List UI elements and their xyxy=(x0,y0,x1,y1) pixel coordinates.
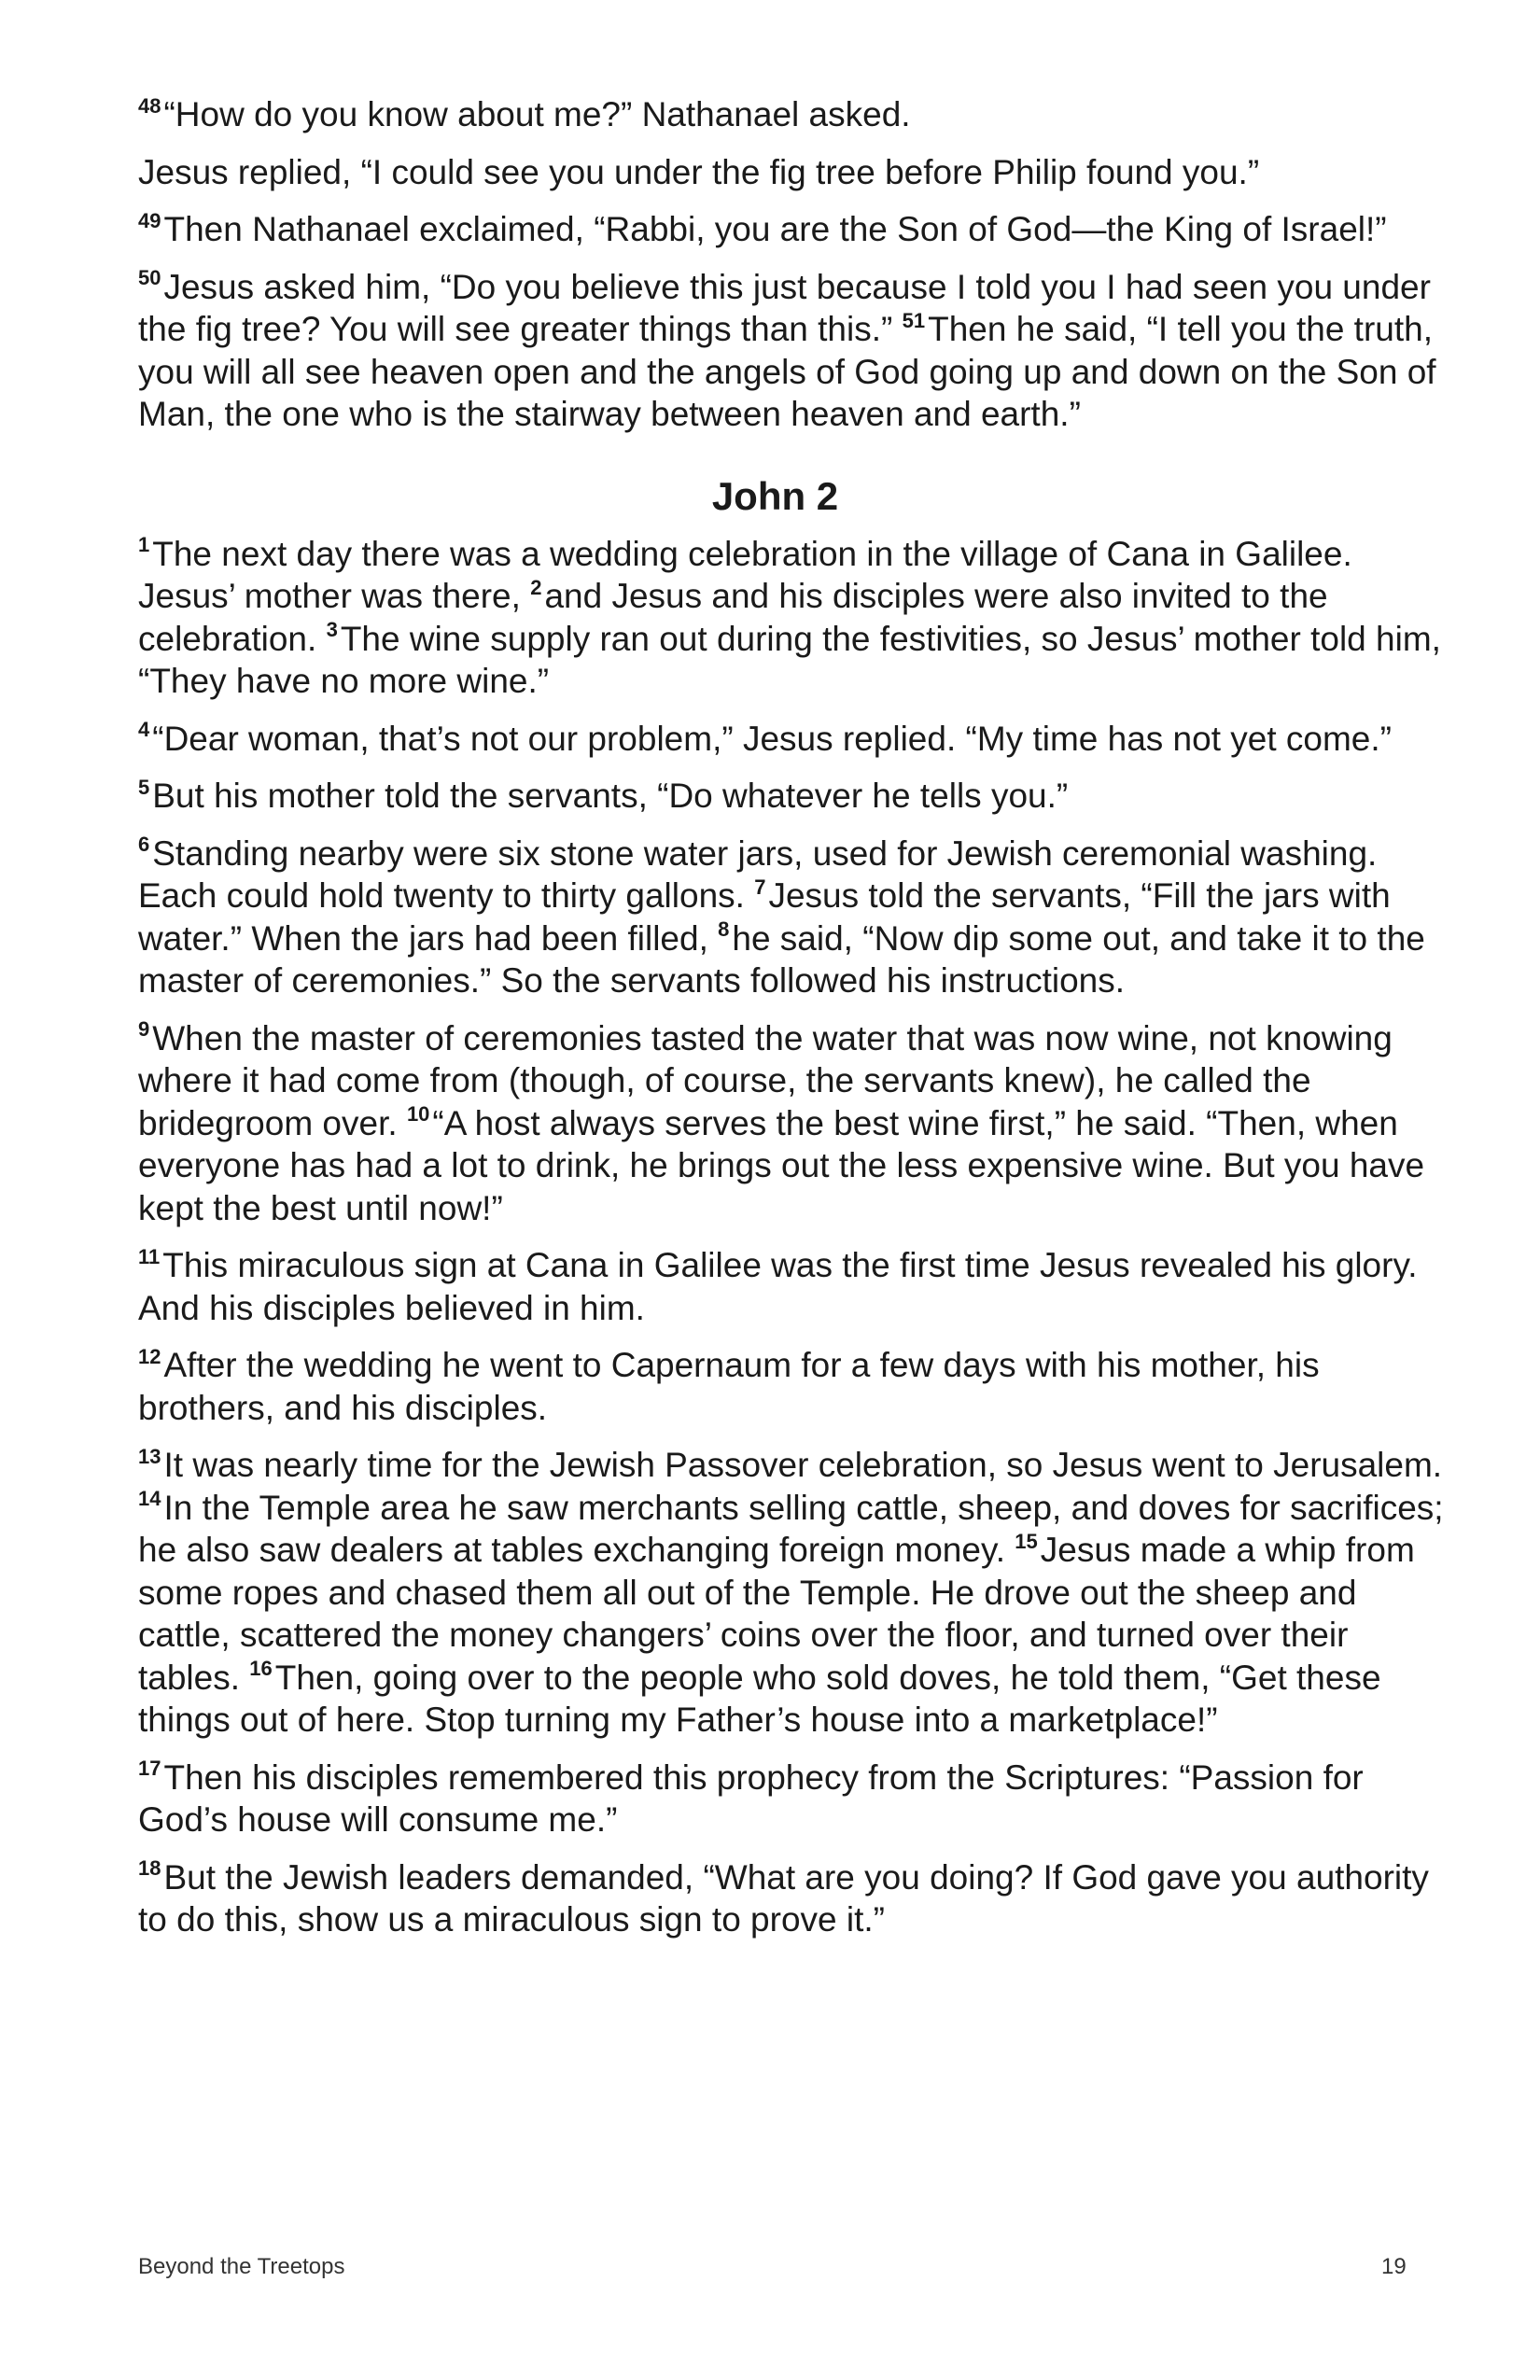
verse-text: After the wedding he went to Capernaum for a few days with his mother, his brothers, and his disciples. xyxy=(138,1346,1320,1427)
verse-number: 13 xyxy=(138,1444,161,1468)
paragraph xyxy=(138,1244,1445,1329)
paragraph xyxy=(138,266,1445,436)
verse-number: 48 xyxy=(138,93,161,118)
paragraph xyxy=(138,775,1445,818)
verse-number: 3 xyxy=(326,618,338,642)
verse-number: 7 xyxy=(754,875,766,899)
verse-number: 18 xyxy=(138,1856,161,1881)
verse-text: Jesus made a whip from some ropes and chased them all out of the Temple. He drove out the sheep and cattle, scattered the money changers’ coins over the floor, and turned over their tables. xyxy=(138,1531,1415,1697)
verse-number: 16 xyxy=(249,1657,273,1681)
verse-number: 6 xyxy=(138,833,150,857)
verse-number: 10 xyxy=(406,1102,430,1127)
verse-text: It was nearly time for the Jewish Passover celebration, so Jesus went to Jerusalem. xyxy=(163,1446,1443,1484)
verse-text: Jesus replied, “I could see you under the fig tree before Philip found you.” xyxy=(138,152,1260,191)
footer-page-number: 19 xyxy=(1381,2254,1407,2279)
verse-text: Then his disciples remembered this prophecy from the Scriptures: “Passion for God’s house will consume me.” xyxy=(138,1757,1364,1839)
paragraph xyxy=(138,93,1445,136)
verse-number: 14 xyxy=(138,1487,161,1511)
verse-number: 9 xyxy=(138,1017,150,1042)
continuation-section xyxy=(138,93,1445,436)
verse-text: “How do you know about me?” Nathanael asked. xyxy=(163,95,911,133)
page-body xyxy=(138,93,1445,1956)
verse-number: 2 xyxy=(530,575,542,599)
verse-number: 50 xyxy=(138,266,161,290)
verse-text: This miraculous sign at Cana in Galilee was the first time Jesus revealed his glory. And his disciples believed in him. xyxy=(138,1246,1418,1327)
paragraph xyxy=(138,1017,1445,1230)
verse-text: Then, going over to the people who sold doves, he told them, “Get these things out of here. Stop turning my Father’s house into a marketplace!” xyxy=(138,1658,1381,1739)
paragraph xyxy=(138,833,1445,1002)
verse-text: he said, “Now dip some out, and take it to the master of ceremonies.” So the servants followed his instructions. xyxy=(138,918,1425,1000)
paragraph xyxy=(138,1856,1445,1941)
chapter-heading: John 2 xyxy=(711,473,839,518)
verse-text: But the Jewish leaders demanded, “What are you doing? If God gave you authority to do this, show us a miraculous sign to prove it.” xyxy=(138,1857,1429,1939)
paragraph xyxy=(138,1444,1445,1742)
verse-text: The wine supply ran out during the festivities, so Jesus’ mother told him, “They have no more wine.” xyxy=(138,619,1441,700)
paragraph xyxy=(138,151,1445,194)
verse-text: and Jesus and his disciples were also invited to the celebration. xyxy=(138,577,1328,658)
verse-text: But his mother told the servants, “Do whatever he tells you.” xyxy=(152,777,1069,815)
verse-text: In the Temple area he saw merchants selling cattle, sheep, and doves for sacrifices; he also saw dealers at tables exchanging foreign money. xyxy=(138,1488,1444,1569)
footer-book-title: Beyond the Treetops xyxy=(138,2254,345,2279)
paragraph xyxy=(138,533,1445,703)
verse-text: When the master of ceremonies tasted the water that was now wine, not knowing where it had come from (though, of course, the servants knew), he called the bridegroom over. xyxy=(138,1018,1393,1142)
verse-text: “Dear woman, that’s not our problem,” Jesus replied. “My time has not yet come.” xyxy=(152,719,1392,758)
verse-number: 8 xyxy=(718,917,730,942)
verse-number: 12 xyxy=(138,1344,161,1368)
verse-number: 4 xyxy=(138,718,150,742)
verse-number: 5 xyxy=(138,775,150,799)
verse-text: Standing nearby were six stone water jars, used for Jewish ceremonial washing. Each could hold twenty to thirty gallons. xyxy=(138,833,1378,915)
paragraph xyxy=(138,1757,1445,1841)
chapter-section xyxy=(138,533,1445,1941)
verse-text: Then Nathanael exclaimed, “Rabbi, you are the Son of God—the King of Israel!” xyxy=(163,210,1387,248)
verse-text: Jesus asked him, “Do you believe this just because I told you I had seen you under the fig tree? You will see greater things than this.” xyxy=(138,267,1431,348)
verse-text: The next day there was a wedding celebration in the village of Cana in Galilee. Jesus’ mother was there, xyxy=(138,534,1352,615)
paragraph xyxy=(138,1344,1445,1429)
verse-number: 15 xyxy=(1015,1529,1038,1553)
verse-number: 51 xyxy=(902,308,926,332)
verse-text: “A host always serves the best wine first,” he said. “Then, when everyone has had a lot to drink, he brings out the less expensive wine. But you have kept the best until now!” xyxy=(138,1103,1425,1227)
verse-text: Jesus told the servants, “Fill the jars with water.” When the jars had been filled, xyxy=(138,876,1391,958)
verse-text: Then he said, “I tell you the truth, you will all see heaven open and the angels of God going up and down on the Son of Man, the one who is the stairway between heaven and earth.” xyxy=(138,310,1436,433)
verse-number: 1 xyxy=(138,533,150,557)
paragraph xyxy=(138,718,1445,761)
verse-number: 49 xyxy=(138,208,161,232)
verse-number: 11 xyxy=(138,1244,161,1268)
paragraph xyxy=(138,208,1445,251)
verse-number: 17 xyxy=(138,1757,161,1781)
